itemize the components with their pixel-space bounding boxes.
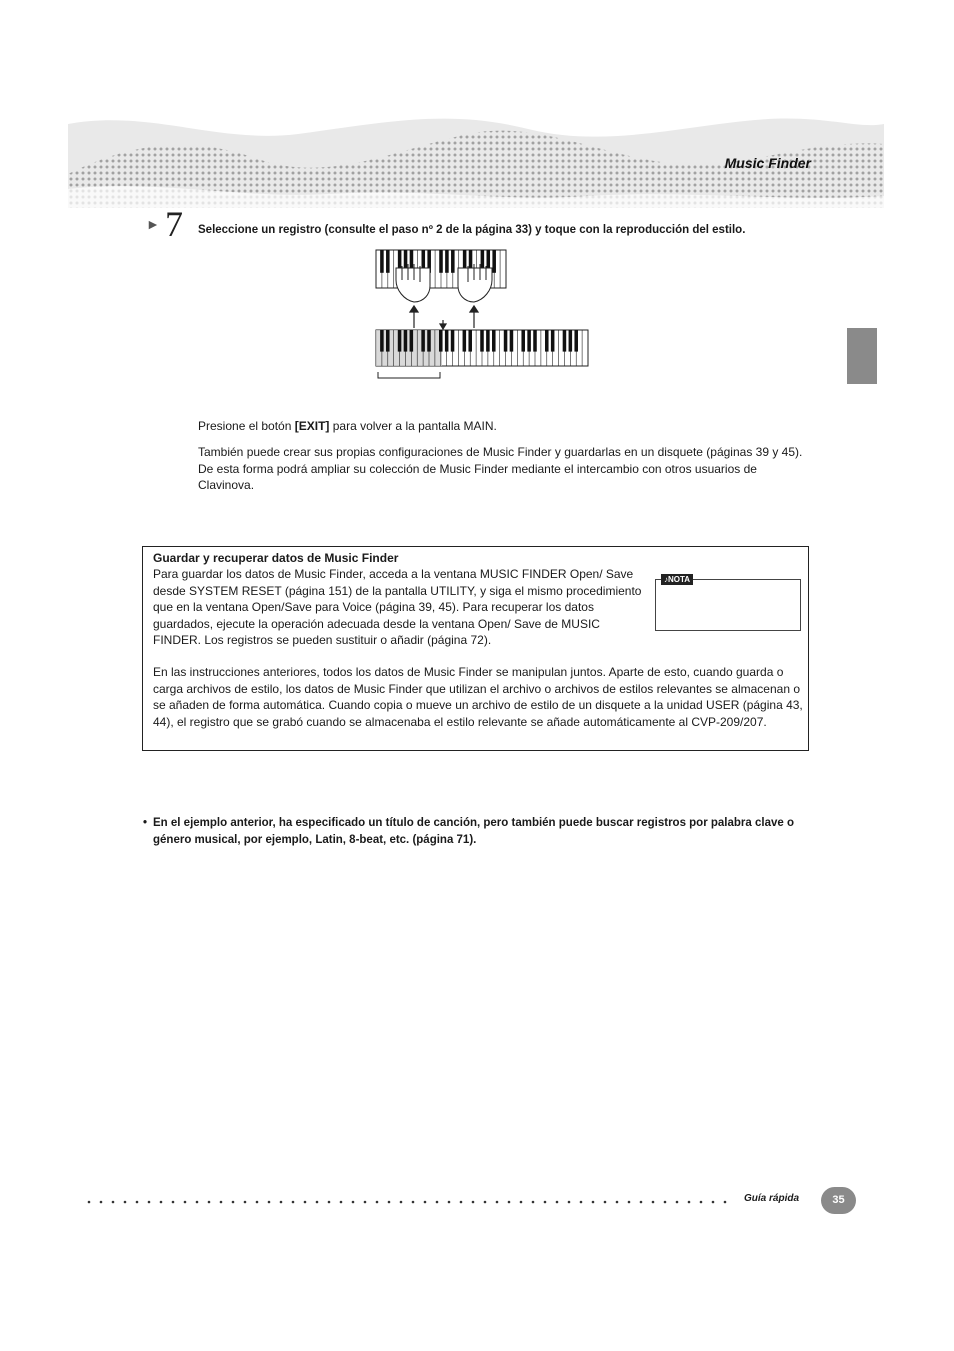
right-hand-icon: [458, 264, 492, 302]
nota-badge: [661, 574, 693, 585]
left-hand-icon: [396, 264, 430, 302]
exit-text-post: para volver a la pantalla MAIN.: [329, 419, 497, 433]
info-box: [142, 546, 809, 751]
bullet-text: En el ejemplo anterior, ha especificado un título de canción, pero también puede buscar registros por palabra clave o género musical, por ejemplo, Latin, 8-beat, etc. (página 71).: [153, 817, 794, 846]
music-note-icon: ♪: [664, 575, 668, 584]
bullet-icon: •: [143, 817, 148, 829]
footer-section-label: Guía rápida: [744, 1193, 800, 1204]
nota-label: NOTA: [668, 575, 691, 584]
step-instruction: Seleccione un registro (consulte el paso nº 2 de la página 33) y toque con la reproducción del estilo.: [198, 224, 746, 236]
chapter-side-tab: [847, 328, 877, 384]
info-box-paragraph-1: Para guardar los datos de Music Finder, acceda a la ventana MUSIC FINDER Open/ Save desde SYSTEM RESET (página 151) de la pantalla UTILITY, y siga el mismo procedimiento que en la ventana Open/Save para Voice (página 39, 45). Para recuperar los datos guardados, ejecute la operación adecuada desde la ventana Open/ Save de MUSIC FINDER. Los registros se pueden sustituir o añadir (página 72).: [153, 567, 642, 647]
exit-instruction: [198, 418, 810, 435]
info-box-title: Guardar y recuperar datos de Music Finder: [153, 551, 399, 565]
section-title: Music Finder: [724, 155, 811, 171]
arrows-icon: [410, 306, 478, 329]
exit-key-label: [EXIT]: [294, 419, 330, 433]
lower-keyboard-icon: [376, 330, 588, 366]
custom-config-paragraph: También puede crear sus propias configuraciones de Music Finder y guardarlas en un disquete (páginas 39 y 45). De esta forma podrá ampliar su colección de Music Finder mediante el intercambio con otros usuarios de Clavinova.: [198, 445, 803, 492]
step-number: 7: [165, 204, 183, 244]
footer-dot-leader: [86, 1199, 734, 1205]
nota-frame: [655, 579, 801, 631]
step-arrow-icon: ►: [146, 216, 160, 232]
keyboard-hands-illustration: [374, 248, 592, 386]
split-bracket-icon: [378, 372, 440, 378]
info-box-paragraph-2: En las instrucciones anteriores, todos los datos de Music Finder se manipulan juntos. Aparte de esto, cuando guarda o carga archivos de estilo, los datos de Music Finder que utilizan el archivo o archivos de estilos relevantes se almacenan o se añaden de forma automática. Cuando copia o mueve un archivo de estilo de un disquete a la unidad USER (página 43, 44), el registro que se grabó cuando se almacenaba el estilo relevante se añade automáticamente al CVP-209/207.: [153, 665, 803, 729]
page-number-badge: 35: [821, 1187, 856, 1214]
exit-text-pre: Presione el botón: [198, 419, 295, 433]
bullet-note: [143, 815, 813, 849]
